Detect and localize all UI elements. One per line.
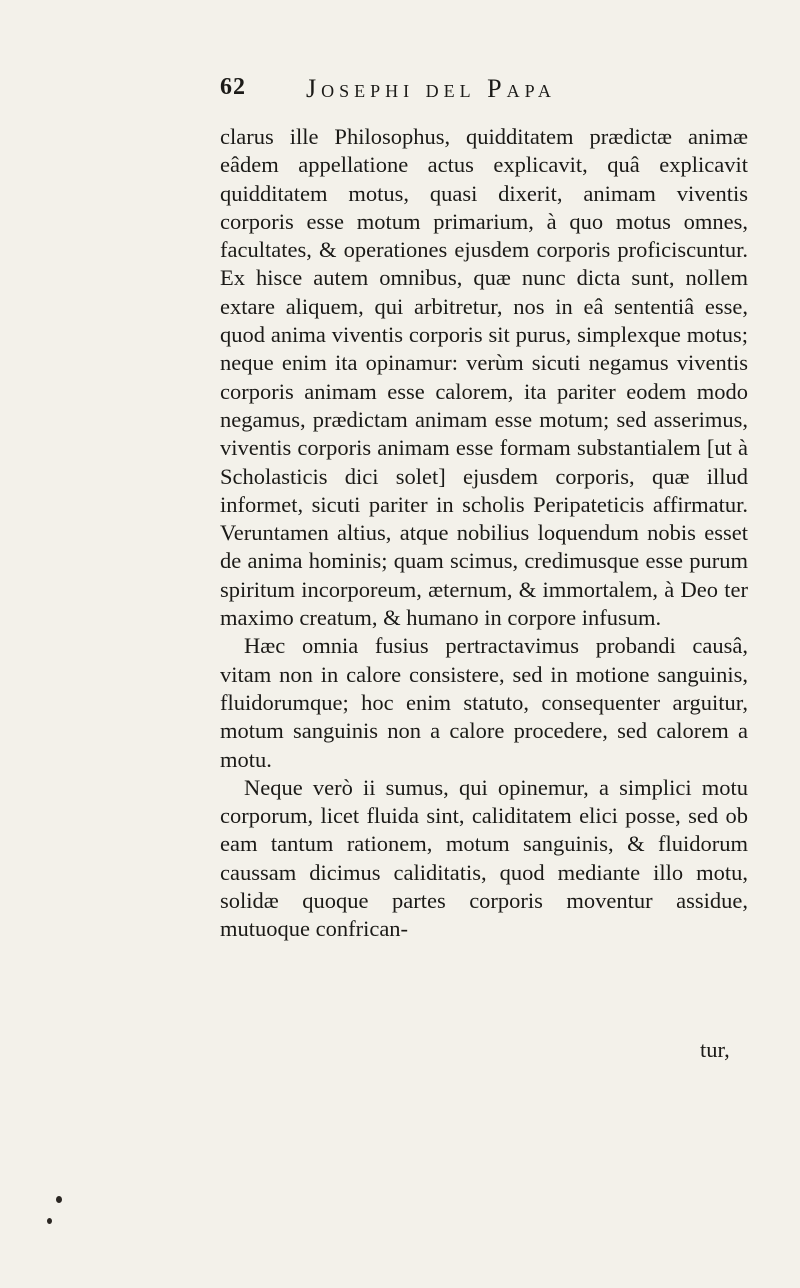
paragraph-2: Hæc omnia fusius pertractavimus probandi causâ, vitam non in calore consistere, sed in motione sanguinis, fluidorumque; hoc enim statuto, consequenter arguitur, motum sanguinis non a calore procedere, sed calorem a motu.: [220, 633, 748, 772]
page-number: 62: [220, 74, 246, 100]
ink-speck: [47, 1218, 52, 1224]
ink-speck: [56, 1196, 62, 1203]
paragraph-3: Neque verò ii sumus, qui opinemur, a simplici motu corporum, licet fluida sint, caliditatem elici posse, sed ob eam tantum rationem, motum sanguinis, & fluidorum caussam dicimus caliditatis, quod mediante illo motu, solidæ quoque partes corporis moventur assidue, mutuoque confrican-: [220, 774, 748, 942]
running-head: Josephi del Papa: [306, 74, 556, 103]
paragraph-1: clarus ille Philosophus, quidditatem prædictæ animæ eâdem appellatione actus explicavit, quâ explicavit quidditatem motus, quasi dixerit, animam viventis corporis esse motum primarium, à quo motus omnes, facultates, & operationes ejusdem corporis proficiscuntur. Ex hisce autem omnibus, quæ nunc dicta sunt, nollem extare aliquem, qui arbitretur, nos in eâ sententiâ esse, quod anima viventis corporis sit purus, simplexque motus; neque enim ita opinamur: verùm sicuti negamus viventis corporis animam esse calorem, ita pariter eodem modo negamus, prædictam animam esse motum; sed asserimus, viventis corporis animam esse formam substantialem [ut à Scholasticis dici solet] ejusdem corporis, quæ illud informet, sicuti pariter in scholis Peripateticis affirmatur. Veruntamen altius, atque nobilius loquendum nobis esset de anima hominis; quam scimus, credimusque esse purum spiritum incorporeum, æternum, & immortalem, à Deo ter maximo creatum, & humano in corpore infusum.: [220, 124, 748, 631]
page-header: [220, 74, 680, 114]
catchword: tur,: [700, 1037, 730, 1062]
body-text: [220, 123, 748, 944]
